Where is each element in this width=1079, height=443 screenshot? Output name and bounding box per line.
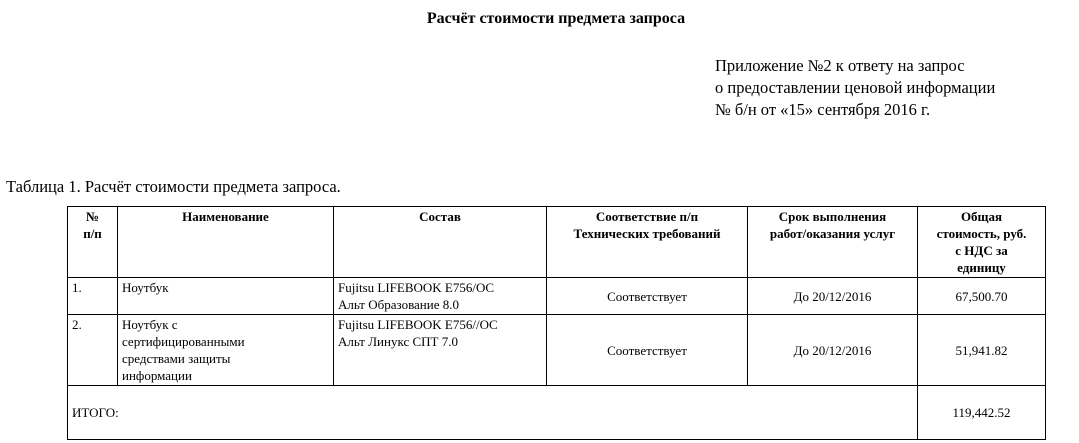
row-deadline: До 20/12/2016 — [748, 315, 918, 386]
header-number — [68, 207, 118, 278]
row-deadline: До 20/12/2016 — [748, 278, 918, 315]
header-composition — [334, 207, 547, 278]
header-deadline — [748, 207, 918, 278]
row-name-line: Ноутбук — [122, 280, 169, 295]
header-number-line: п/п — [83, 226, 102, 241]
row-name — [118, 315, 334, 386]
row-conformity: Соответствует — [547, 315, 748, 386]
row-composition — [334, 278, 547, 315]
total-value: 119,442.52 — [918, 386, 1046, 440]
row-number: 1. — [68, 278, 118, 315]
row-name-line: средствами защиты — [122, 351, 231, 366]
row-name — [118, 278, 334, 315]
header-conformity-line: Соответствие п/п — [595, 209, 699, 224]
annex-reference — [715, 55, 995, 121]
row-composition-line: Fujitsu LIFEBOOK E756//OC — [338, 317, 498, 332]
row-composition-line: Альт Линукс СПТ 7.0 — [338, 334, 458, 349]
row-composition-line: Fujitsu LIFEBOOK E756/OC — [338, 280, 495, 295]
row-cost: 51,941.82 — [918, 315, 1046, 386]
annex-line-3: № б/н от «15» сентября 2016 г. — [715, 100, 931, 119]
row-name-line: информации — [122, 368, 192, 383]
annex-line-1: Приложение №2 к ответу на запрос — [715, 56, 965, 75]
row-name-line: сертифицированными — [122, 334, 245, 349]
document-title: Расчёт стоимости предмета запроса — [426, 10, 686, 27]
total-row — [68, 386, 1046, 440]
row-composition-line: Альт Образование 8.0 — [338, 297, 459, 312]
header-cost-line: с НДС за — [955, 243, 1008, 258]
row-name-line: Ноутбук с — [122, 317, 178, 332]
header-cost-line: Общая — [960, 209, 1003, 224]
header-deadline-line: Срок выполнения — [778, 209, 887, 224]
header-cost-line: единицу — [957, 260, 1006, 275]
header-composition-label: Состав — [419, 209, 461, 224]
cost-table — [67, 206, 1046, 440]
header-deadline-line: работ/оказания услуг — [769, 226, 896, 241]
row-composition — [334, 315, 547, 386]
header-name-label: Наименование — [182, 209, 269, 224]
header-number-line: № — [85, 209, 100, 224]
table-row — [68, 278, 1046, 315]
table-row — [68, 315, 1046, 386]
annex-line-2: о предоставлении ценовой информации — [715, 78, 996, 97]
row-conformity: Соответствует — [547, 278, 748, 315]
header-conformity-line: Технических требований — [573, 226, 721, 241]
header-cost-line: стоимость, руб. — [936, 226, 1027, 241]
header-conformity — [547, 207, 748, 278]
header-name — [118, 207, 334, 278]
row-number: 2. — [68, 315, 118, 386]
row-cost: 67,500.70 — [918, 278, 1046, 315]
header-cost — [918, 207, 1046, 278]
total-label: ИТОГО: — [68, 386, 918, 440]
table-caption: Таблица 1. Расчёт стоимости предмета запроса. — [6, 177, 341, 196]
table-header-row — [68, 207, 1046, 278]
